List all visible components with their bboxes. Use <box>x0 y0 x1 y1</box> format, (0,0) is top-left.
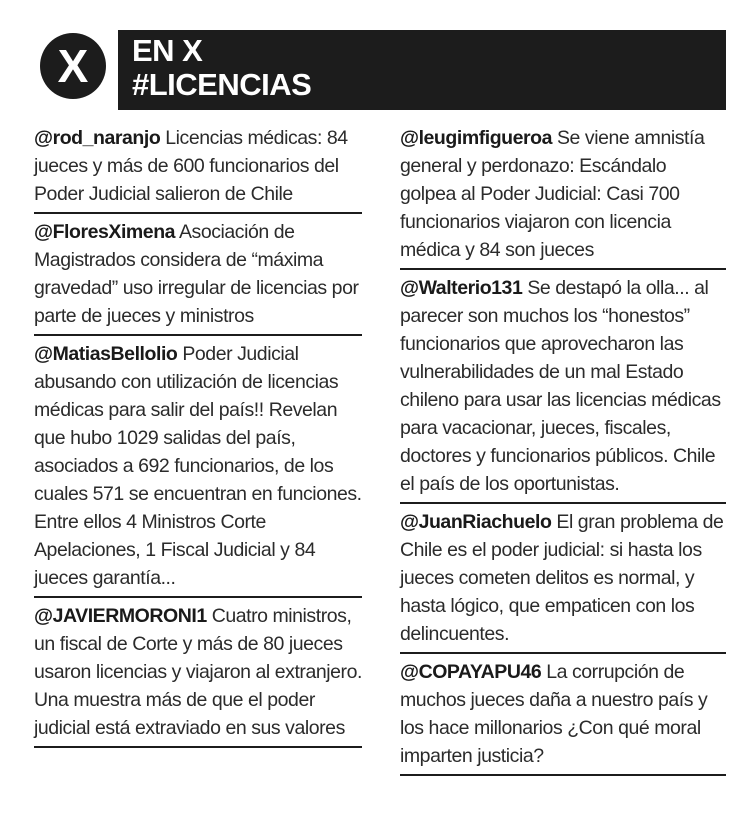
post-item <box>400 654 726 776</box>
post-item <box>400 504 726 654</box>
left-column <box>34 120 362 748</box>
section-header <box>118 30 726 110</box>
x-logo-letter: X <box>57 40 89 92</box>
post-item <box>34 120 362 214</box>
section-title-line1: EN X <box>132 33 203 68</box>
post-text: Asociación de Magistrados considera de “máxima gravedad” uso irregular de licencias por parte de jueces y ministros <box>34 221 359 327</box>
post-item <box>400 270 726 504</box>
right-column <box>400 120 726 776</box>
post-text: El gran problema de Chile es el poder judicial: si hasta los jueces cometen delitos es normal, y hasta lógico, que empaticen con los delincuentes. <box>400 511 724 645</box>
post-item <box>34 214 362 336</box>
post-item <box>34 598 362 748</box>
post-item <box>400 120 726 270</box>
post-handle: @rod_naranjo <box>34 127 161 149</box>
post-text: Poder Judicial abusando con utilización de licencias médicas para salir del país!! Revelan que hubo 1029 salidas del país, asociados a 692 funcionarios, de los cuales 571 se encuentran en funciones. Entre ellos 4 Ministros Corte Apelaciones, 1 Fiscal Judicial y 84 jueces garantía... <box>34 343 362 589</box>
post-handle: @Walterio131 <box>400 277 523 299</box>
x-logo-icon <box>40 33 106 99</box>
section-title <box>132 34 311 102</box>
post-text: La corrupción de muchos jueces daña a nuestro país y los hace millonarios ¿Con qué moral imparten justicia? <box>400 661 708 767</box>
post-handle: @COPAYAPU46 <box>400 661 542 683</box>
post-text: Licencias médicas: 84 jueces y más de 600 funcionarios del Poder Judicial salieron de Chile <box>34 127 348 205</box>
post-text: Se destapó la olla... al parecer son muchos los “honestos” funcionarios que aprovecharon las vulnerabilidades de un mal Estado chileno para usar las licencias médicas para vacacionar, jueces, fiscales, doctores y funcionarios públicos. Chile el país de los oportunistas. <box>400 277 721 495</box>
post-text: Cuatro ministros, un fiscal de Corte y más de 80 jueces usaron licencias y viajaron al extranjero. Una muestra más de que el poder judicial está extraviado en sus valores <box>34 605 362 739</box>
post-handle: @JAVIERMORONI1 <box>34 605 207 627</box>
post-handle: @JuanRiachuelo <box>400 511 552 533</box>
post-text: Se viene amnistía general y perdonazo: Escándalo golpea al Poder Judicial: Casi 700 funcionarios viajaron con licencia médica y 84 son jueces <box>400 127 705 261</box>
post-handle: @MatiasBellolio <box>34 343 178 365</box>
post-handle: @leugimfigueroa <box>400 127 553 149</box>
post-handle: @FloresXimena <box>34 221 176 243</box>
post-item <box>34 336 362 598</box>
section-title-hashtag: #LICENCIAS <box>132 67 312 102</box>
